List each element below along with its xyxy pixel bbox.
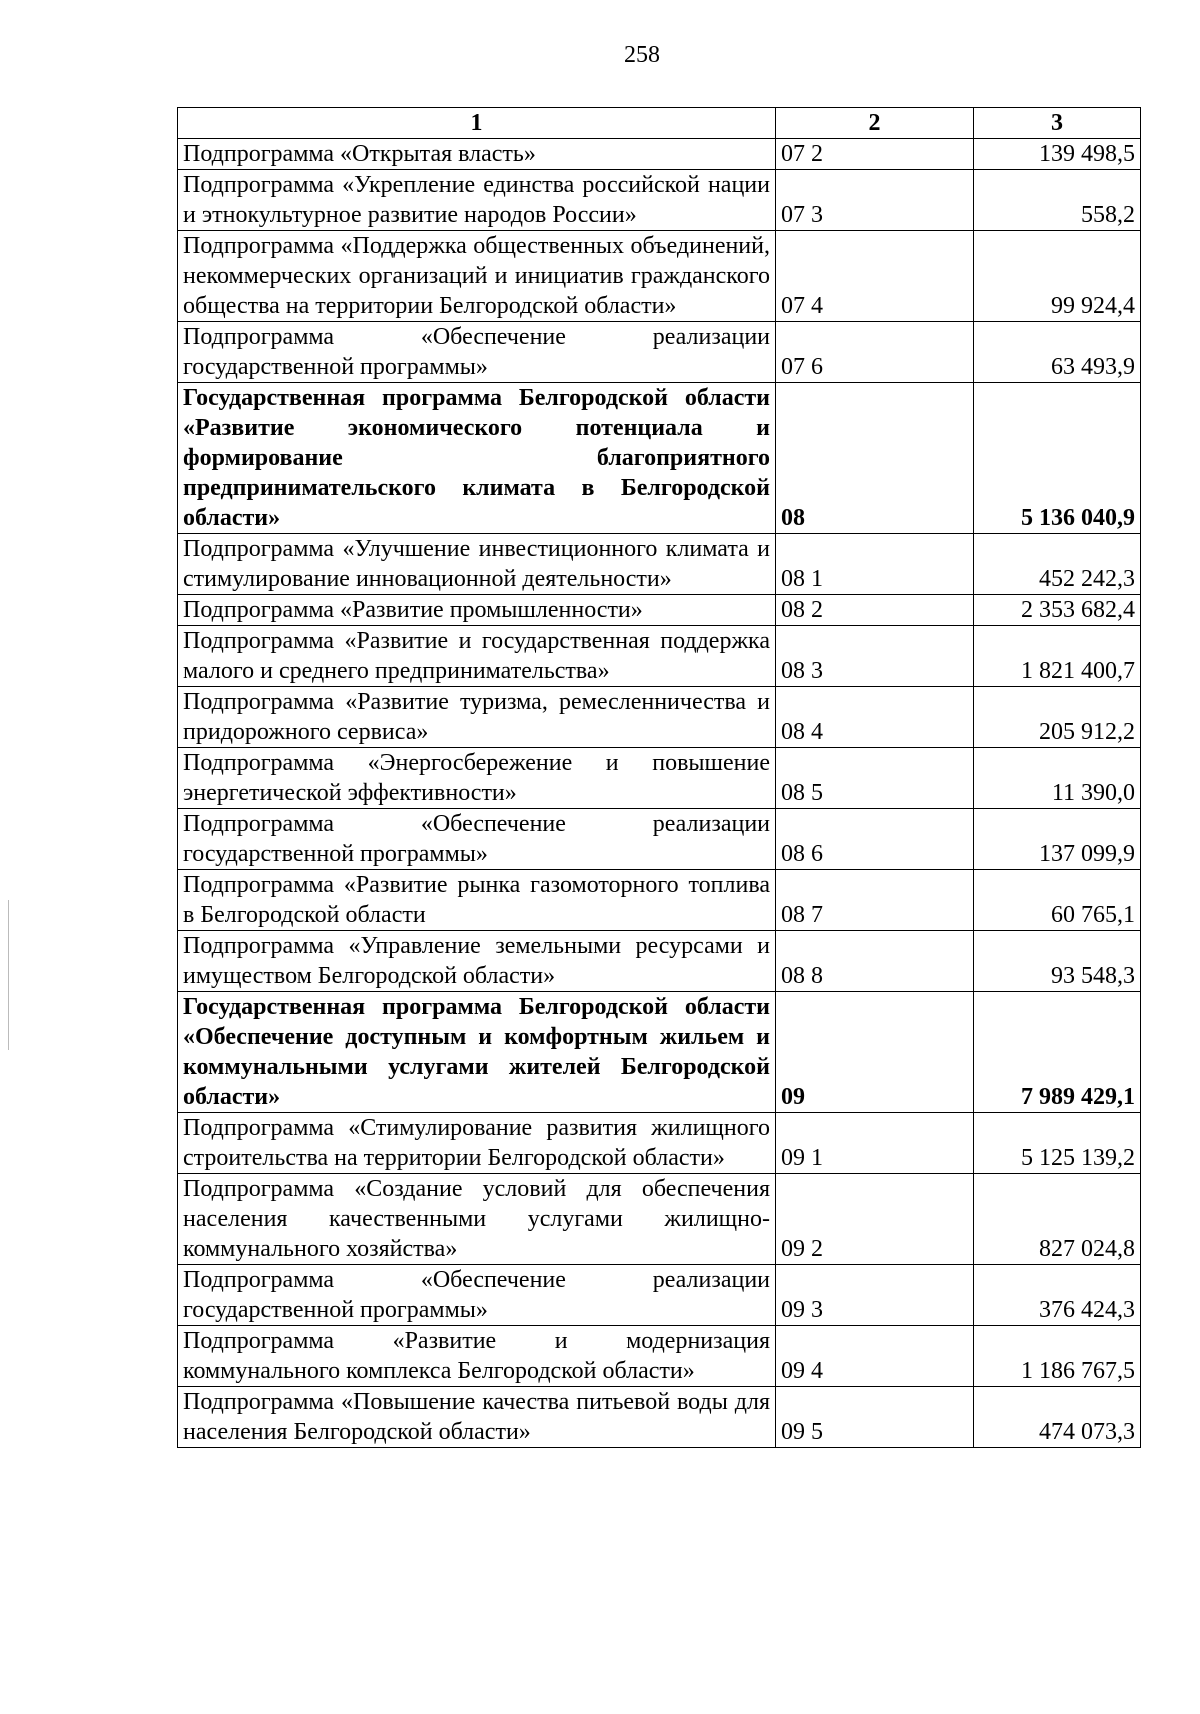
- row-name: Подпрограмма «Энергосбережение и повышение энергетической эффективности»: [178, 748, 776, 809]
- table-row: [178, 931, 1141, 992]
- table-body: [178, 139, 1141, 1448]
- row-name: Подпрограмма «Развитие промышленности»: [178, 595, 776, 626]
- row-name: Государственная программа Белгородской области «Развитие экономического потенциала и формирование благоприятного предпринимательского климата в Белгородской области»: [178, 383, 776, 534]
- row-amount: 60 765,1: [974, 870, 1141, 931]
- table-row: [178, 870, 1141, 931]
- page-number: 258: [624, 42, 660, 68]
- table-row: [178, 595, 1141, 626]
- row-amount: 827 024,8: [974, 1174, 1141, 1265]
- row-amount: 452 242,3: [974, 534, 1141, 595]
- row-code: 08 6: [776, 809, 974, 870]
- row-name: Подпрограмма «Обеспечение реализации государственной программы»: [178, 1265, 776, 1326]
- table-row: [178, 322, 1141, 383]
- row-code: 08 2: [776, 595, 974, 626]
- row-name: Подпрограмма «Стимулирование развития жилищного строительства на территории Белгородской области»: [178, 1113, 776, 1174]
- row-name: Подпрограмма «Развитие туризма, ремесленничества и придорожного сервиса»: [178, 687, 776, 748]
- row-name: Государственная программа Белгородской области «Обеспечение доступным и комфортным жильем и коммунальными услугами жителей Белгородской области»: [178, 992, 776, 1113]
- table-row: [178, 139, 1141, 170]
- row-code: 08 4: [776, 687, 974, 748]
- row-name: Подпрограмма «Управление земельными ресурсами и имуществом Белгородской области»: [178, 931, 776, 992]
- row-code: 08 5: [776, 748, 974, 809]
- row-code: 08: [776, 383, 974, 534]
- row-amount: 1 821 400,7: [974, 626, 1141, 687]
- row-name: Подпрограмма «Укрепление единства российской нации и этнокультурное развитие народов России»: [178, 170, 776, 231]
- row-amount: 99 924,4: [974, 231, 1141, 322]
- row-code: 09 2: [776, 1174, 974, 1265]
- row-code: 07 6: [776, 322, 974, 383]
- table-row: [178, 1174, 1141, 1265]
- row-code: 09: [776, 992, 974, 1113]
- row-code: 08 3: [776, 626, 974, 687]
- table-row: [178, 687, 1141, 748]
- table-header-row: [178, 108, 1141, 139]
- row-amount: 93 548,3: [974, 931, 1141, 992]
- table-row: [178, 626, 1141, 687]
- row-amount: 11 390,0: [974, 748, 1141, 809]
- row-name: Подпрограмма «Создание условий для обеспечения населения качественными услугами жилищно-коммунального хозяйства»: [178, 1174, 776, 1265]
- row-code: 07 2: [776, 139, 974, 170]
- row-name: Подпрограмма «Обеспечение реализации государственной программы»: [178, 809, 776, 870]
- row-name: Подпрограмма «Открытая власть»: [178, 139, 776, 170]
- column-header-code: 2: [776, 108, 974, 139]
- row-name: Подпрограмма «Развитие рынка газомоторного топлива в Белгородской области: [178, 870, 776, 931]
- table-row: [178, 534, 1141, 595]
- row-amount: 5 136 040,9: [974, 383, 1141, 534]
- row-code: 08 7: [776, 870, 974, 931]
- row-name: Подпрограмма «Поддержка общественных объединений, некоммерческих организаций и инициатив гражданского общества на территории Белгородской области»: [178, 231, 776, 322]
- row-name: Подпрограмма «Повышение качества питьевой воды для населения Белгородской области»: [178, 1387, 776, 1448]
- table-row: [178, 170, 1141, 231]
- table-row: [178, 809, 1141, 870]
- row-name: Подпрограмма «Развитие и государственная поддержка малого и среднего предпринимательства»: [178, 626, 776, 687]
- table-row: [178, 231, 1141, 322]
- row-name: Подпрограмма «Улучшение инвестиционного климата и стимулирование инновационной деятельности»: [178, 534, 776, 595]
- row-amount: 5 125 139,2: [974, 1113, 1141, 1174]
- row-amount: 139 498,5: [974, 139, 1141, 170]
- column-header-amount: 3: [974, 108, 1141, 139]
- table-row: [178, 1265, 1141, 1326]
- row-amount: 205 912,2: [974, 687, 1141, 748]
- table-row: [178, 748, 1141, 809]
- scan-margin-line: [8, 900, 9, 1050]
- column-header-name: 1: [178, 108, 776, 139]
- row-amount: 7 989 429,1: [974, 992, 1141, 1113]
- budget-table: [177, 107, 1141, 1448]
- row-code: 07 3: [776, 170, 974, 231]
- table-row: [178, 1113, 1141, 1174]
- table-row-program: [178, 383, 1141, 534]
- row-name: Подпрограмма «Развитие и модернизация коммунального комплекса Белгородской области»: [178, 1326, 776, 1387]
- row-amount: 63 493,9: [974, 322, 1141, 383]
- row-amount: 558,2: [974, 170, 1141, 231]
- row-amount: 2 353 682,4: [974, 595, 1141, 626]
- row-code: 08 1: [776, 534, 974, 595]
- row-amount: 474 073,3: [974, 1387, 1141, 1448]
- row-code: 09 4: [776, 1326, 974, 1387]
- table-row-program: [178, 992, 1141, 1113]
- row-amount: 137 099,9: [974, 809, 1141, 870]
- table-row: [178, 1326, 1141, 1387]
- row-amount: 376 424,3: [974, 1265, 1141, 1326]
- row-code: 09 3: [776, 1265, 974, 1326]
- row-code: 09 1: [776, 1113, 974, 1174]
- row-code: 07 4: [776, 231, 974, 322]
- row-amount: 1 186 767,5: [974, 1326, 1141, 1387]
- table-row: [178, 1387, 1141, 1448]
- row-name: Подпрограмма «Обеспечение реализации государственной программы»: [178, 322, 776, 383]
- row-code: 09 5: [776, 1387, 974, 1448]
- row-code: 08 8: [776, 931, 974, 992]
